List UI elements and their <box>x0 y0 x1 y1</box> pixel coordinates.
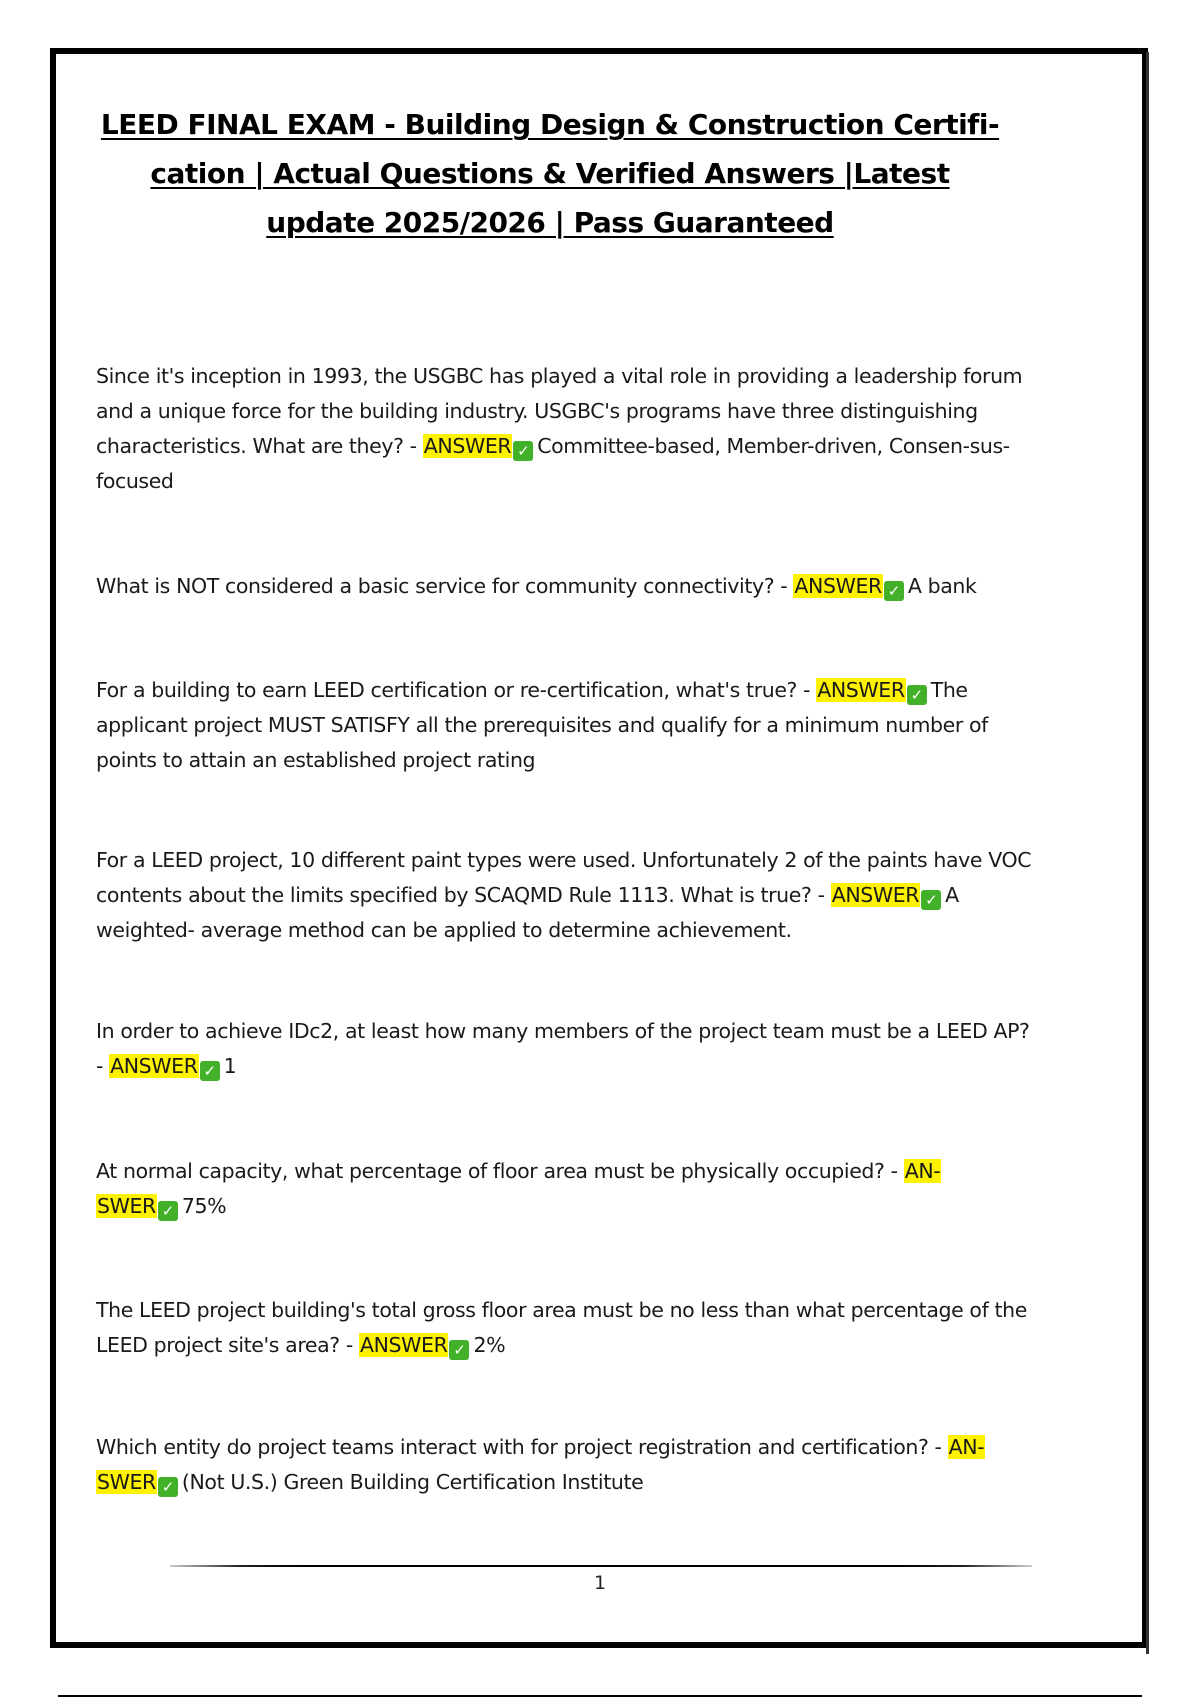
answer-text: 1 <box>223 1054 237 1078</box>
answer-label: AN- <box>948 1435 985 1459</box>
qa-item-7 <box>96 1293 1036 1363</box>
answer-label: ANSWER <box>110 1054 198 1078</box>
qa-item-8 <box>96 1430 1036 1500</box>
check-icon: ✓ <box>513 441 533 461</box>
page-frame-shadow <box>1146 52 1149 1654</box>
question-text: Which entity do project teams interact with for project registration and certification? - <box>96 1435 948 1459</box>
check-icon: ✓ <box>158 1477 178 1497</box>
answer-text: (Not U.S.) Green Building Certification Institute <box>181 1470 644 1494</box>
question-text: What is NOT considered a basic service for community connectivity? - <box>96 574 794 598</box>
answer-text: 2% <box>473 1333 506 1357</box>
qa-item-3 <box>96 673 1036 778</box>
footer-divider <box>170 1565 1032 1567</box>
check-icon: ✓ <box>449 1340 469 1360</box>
answer-text: Committee-based, Member-driven, Consen-sus-focused <box>96 434 1010 493</box>
qa-item-6 <box>96 1154 1036 1224</box>
next-page-edge <box>58 1695 1142 1697</box>
answer-label: ANSWER <box>359 1333 448 1357</box>
answer-label: ANSWER <box>794 574 882 598</box>
check-icon: ✓ <box>200 1061 220 1081</box>
answer-text: A bank <box>907 574 977 598</box>
answer-label: AN- <box>904 1159 941 1183</box>
question-text: Since it's inception in 1993, the USGBC has played a vital role in providing a leadership forum and a unique force for the building industry. USGBC's programs have three distinguishing characteristics. What are they? - <box>96 364 1023 458</box>
qa-item-2 <box>96 569 1036 604</box>
qa-item-1 <box>96 359 1036 499</box>
check-icon: ✓ <box>907 685 927 705</box>
qa-item-5 <box>96 1014 1036 1084</box>
check-icon: ✓ <box>884 581 904 601</box>
question-text: In order to achieve IDc2, at least how many members of the project team must be a LEED AP? - <box>96 1019 1030 1078</box>
page-number: 1 <box>593 1572 607 1594</box>
answer-text: A weighted- average method can be applied to determine achievement. <box>96 883 959 942</box>
check-icon: ✓ <box>158 1201 178 1221</box>
answer-label-continued: SWER <box>97 1194 156 1218</box>
document-title: LEED FINAL EXAM - Building Design & Construction Certifi-cation | Actual Questions & Verified Answers |Latest update 2025/2026 | Pass Guaranteed <box>100 108 1000 239</box>
question-text: For a building to earn LEED certification or re-certification, what's true? - <box>96 678 817 702</box>
question-text: At normal capacity, what percentage of floor area must be physically occupied? - <box>96 1159 904 1183</box>
answer-label-continued: SWER <box>97 1470 156 1494</box>
answer-label: ANSWER <box>831 883 920 907</box>
answer-text: 75% <box>181 1194 227 1218</box>
answer-label: ANSWER <box>817 678 905 702</box>
qa-item-4 <box>96 843 1036 948</box>
question-text: The LEED project building's total gross floor area must be no less than what percentage of the LEED project site's area? - <box>96 1298 1027 1357</box>
answer-label: ANSWER <box>423 434 512 458</box>
check-icon: ✓ <box>921 890 941 910</box>
answer-text: The applicant project MUST SATISFY all the prerequisites and qualify for a minimum number of points to attain an established project rating <box>96 678 988 772</box>
question-text: For a LEED project, 10 different paint types were used. Unfortunately 2 of the paints have VOC contents about the limits specified by SCAQMD Rule 1113. What is true? - <box>96 848 1032 907</box>
